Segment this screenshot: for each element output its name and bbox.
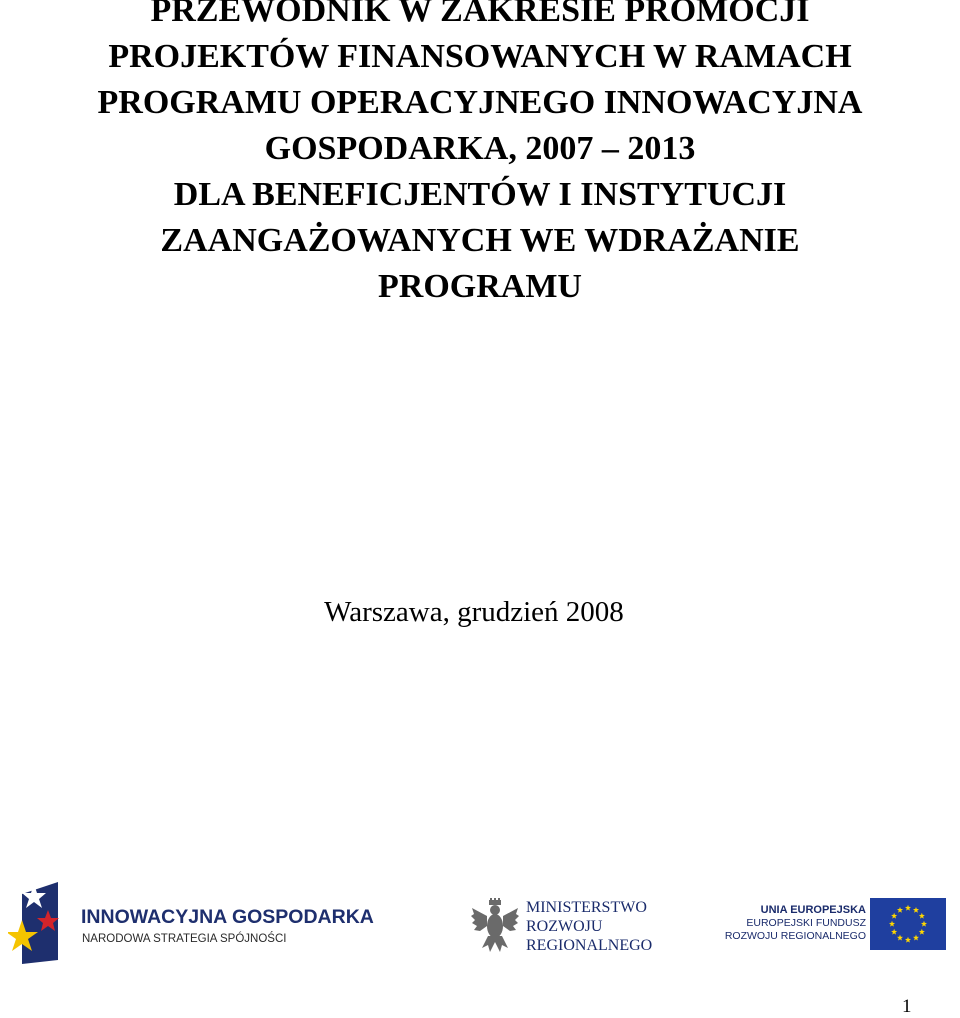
ministerstwo-line: ROZWOJU	[526, 918, 603, 935]
unia-europejska-logo	[724, 898, 950, 954]
ministerstwo-logo	[470, 898, 670, 956]
title-line: DLA BENEFICJENTÓW I INSTYTUCJI	[173, 176, 787, 213]
title-line: ZAANGAŻOWANYCH WE WDRAŻANIE	[160, 222, 800, 259]
star-flag-icon	[8, 880, 72, 970]
unia-line: ROZWOJU REGIONALNEGO	[724, 930, 866, 942]
document-title	[0, 0, 960, 310]
polish-eagle-icon	[470, 898, 520, 956]
innowacyjna-gospodarka-logo	[8, 880, 388, 970]
innowacyjna-subtitle: NARODOWA STRATEGIA SPÓJNOŚCI	[82, 933, 287, 945]
title-line: PROGRAMU	[378, 268, 582, 305]
eu-flag-icon	[870, 898, 946, 950]
title-line: PRZEWODNIK W ZAKRESIE PROMOCJI	[150, 0, 810, 29]
title-line: PROJEKTÓW FINANSOWANYCH W RAMACH	[108, 38, 852, 75]
unia-line: UNIA EUROPEJSKA	[760, 904, 866, 916]
unia-text	[725, 904, 866, 943]
ministerstwo-line: MINISTERSTWO	[526, 899, 647, 916]
innowacyjna-title: INNOWACYJNA GOSPODARKA	[81, 906, 374, 928]
place-date: Warszawa, grudzień 2008	[324, 596, 624, 628]
title-line: PROGRAMU OPERACYJNEGO INNOWACYJNA	[97, 84, 863, 121]
page-number: 1	[902, 996, 912, 1017]
ministerstwo-line: REGIONALNEGO	[526, 937, 653, 954]
unia-line: EUROPEJSKI FUNDUSZ	[746, 917, 866, 929]
ministerstwo-name	[526, 898, 652, 955]
title-line: GOSPODARKA, 2007 – 2013	[264, 130, 696, 167]
